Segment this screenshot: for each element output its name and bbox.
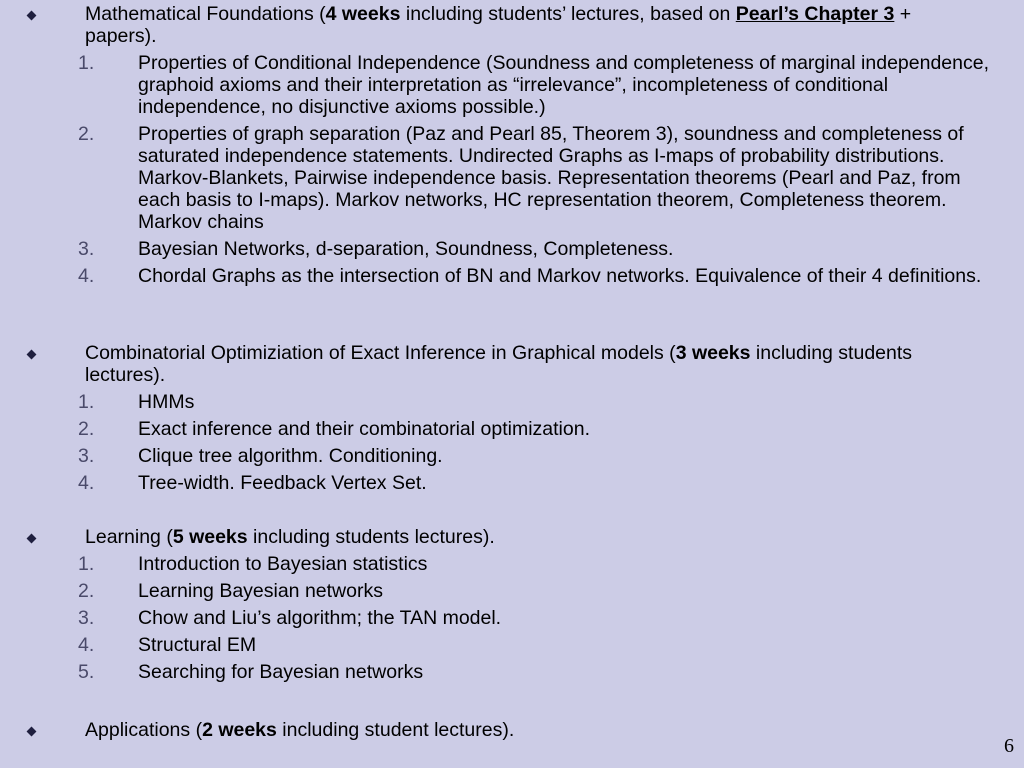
item-number: 4. (78, 634, 95, 656)
list-item (0, 123, 1024, 233)
diamond-bullet-icon (27, 350, 37, 360)
list-item (0, 391, 1024, 413)
section-learning (0, 526, 1024, 683)
heading-weeks: 5 weeks (172, 526, 248, 548)
page-number: 6 (1004, 735, 1014, 757)
heading-suffix: including students lectures). (247, 526, 495, 548)
list-item (0, 607, 1024, 629)
item-number: 1. (78, 553, 95, 575)
item-text: Chordal Graphs as the intersection of BN and Markov networks. Equivalence of their 4 definitions. (138, 265, 982, 287)
item-text: Learning Bayesian networks (138, 580, 383, 602)
item-number: 1. (78, 391, 95, 413)
heading-prefix: Mathematical Foundations ( (85, 3, 326, 25)
item-list (0, 52, 1024, 287)
item-text: Clique tree algorithm. Conditioning. (138, 445, 443, 467)
list-item (0, 634, 1024, 656)
section-mathematical-foundations (0, 3, 1024, 287)
heading-tail: + papers). (85, 3, 912, 47)
item-text: Properties of graph separation (Paz and Pearl 85, Theorem 3), soundness and completeness of saturated independence statements. Undirected Graphs as I-maps of probability distributions. Markov-Blankets, Pairwise independence basis. Representation theorems (Pearl and Paz, from each basis to I-maps). Markov networks, HC representation theorem, Completeness theorem. Markov chains (138, 123, 964, 233)
heading-reference: Pearl’s Chapter 3 (735, 3, 895, 25)
item-text: Searching for Bayesian networks (138, 661, 424, 683)
item-number: 3. (78, 238, 95, 260)
heading-prefix: Applications ( (85, 719, 203, 741)
section-heading (0, 3, 1024, 47)
item-text: Properties of Conditional Independence (Soundness and completeness of marginal independence, graphoid axioms and their interpretation as “irrelevance”, incompleteness of conditional independence, no disjunctive axioms possible.) (138, 52, 989, 118)
heading-prefix: Learning ( (85, 526, 173, 548)
list-item (0, 265, 1024, 287)
section-heading (0, 719, 1024, 741)
diamond-bullet-icon (27, 11, 37, 21)
section-heading-text (85, 719, 965, 741)
section-heading (0, 342, 1024, 386)
section-heading-text (85, 526, 965, 548)
list-item (0, 418, 1024, 440)
heading-weeks: 4 weeks (325, 3, 401, 25)
item-number: 1. (78, 52, 95, 74)
diamond-bullet-icon (27, 727, 37, 737)
list-item (0, 445, 1024, 467)
heading-suffix: including student lectures). (276, 719, 515, 741)
item-number: 2. (78, 123, 95, 145)
list-item (0, 661, 1024, 683)
item-number: 4. (78, 265, 95, 287)
list-item (0, 238, 1024, 260)
section-heading-text (85, 3, 965, 47)
item-text: Bayesian Networks, d-separation, Soundness, Completeness. (138, 238, 674, 260)
section-combinatorial-optimization (0, 342, 1024, 494)
item-text: Structural EM (138, 634, 257, 656)
list-item (0, 52, 1024, 118)
item-text: Chow and Liu’s algorithm; the TAN model. (138, 607, 502, 629)
item-number: 5. (78, 661, 95, 683)
diamond-bullet-icon (27, 534, 37, 544)
section-heading (0, 526, 1024, 548)
item-text: Tree-width. Feedback Vertex Set. (138, 472, 427, 494)
list-item (0, 472, 1024, 494)
item-number: 3. (78, 445, 95, 467)
item-number: 2. (78, 418, 95, 440)
heading-weeks: 3 weeks (675, 342, 751, 364)
heading-suffix: including students lectures). (85, 342, 913, 386)
section-heading-text (85, 342, 965, 386)
item-text: HMMs (138, 391, 195, 413)
list-item (0, 553, 1024, 575)
item-text: Exact inference and their combinatorial optimization. (138, 418, 590, 440)
item-number: 2. (78, 580, 95, 602)
item-number: 4. (78, 472, 95, 494)
list-item (0, 580, 1024, 602)
item-list (0, 391, 1024, 494)
heading-suffix: including students’ lectures, based on (400, 3, 736, 25)
item-number: 3. (78, 607, 95, 629)
heading-weeks: 2 weeks (202, 719, 277, 741)
item-list (0, 553, 1024, 683)
section-applications (0, 719, 1024, 741)
heading-prefix: Combinatorial Optimiziation of Exact Inference in Graphical models ( (85, 342, 676, 364)
item-text: Introduction to Bayesian statistics (138, 553, 428, 575)
